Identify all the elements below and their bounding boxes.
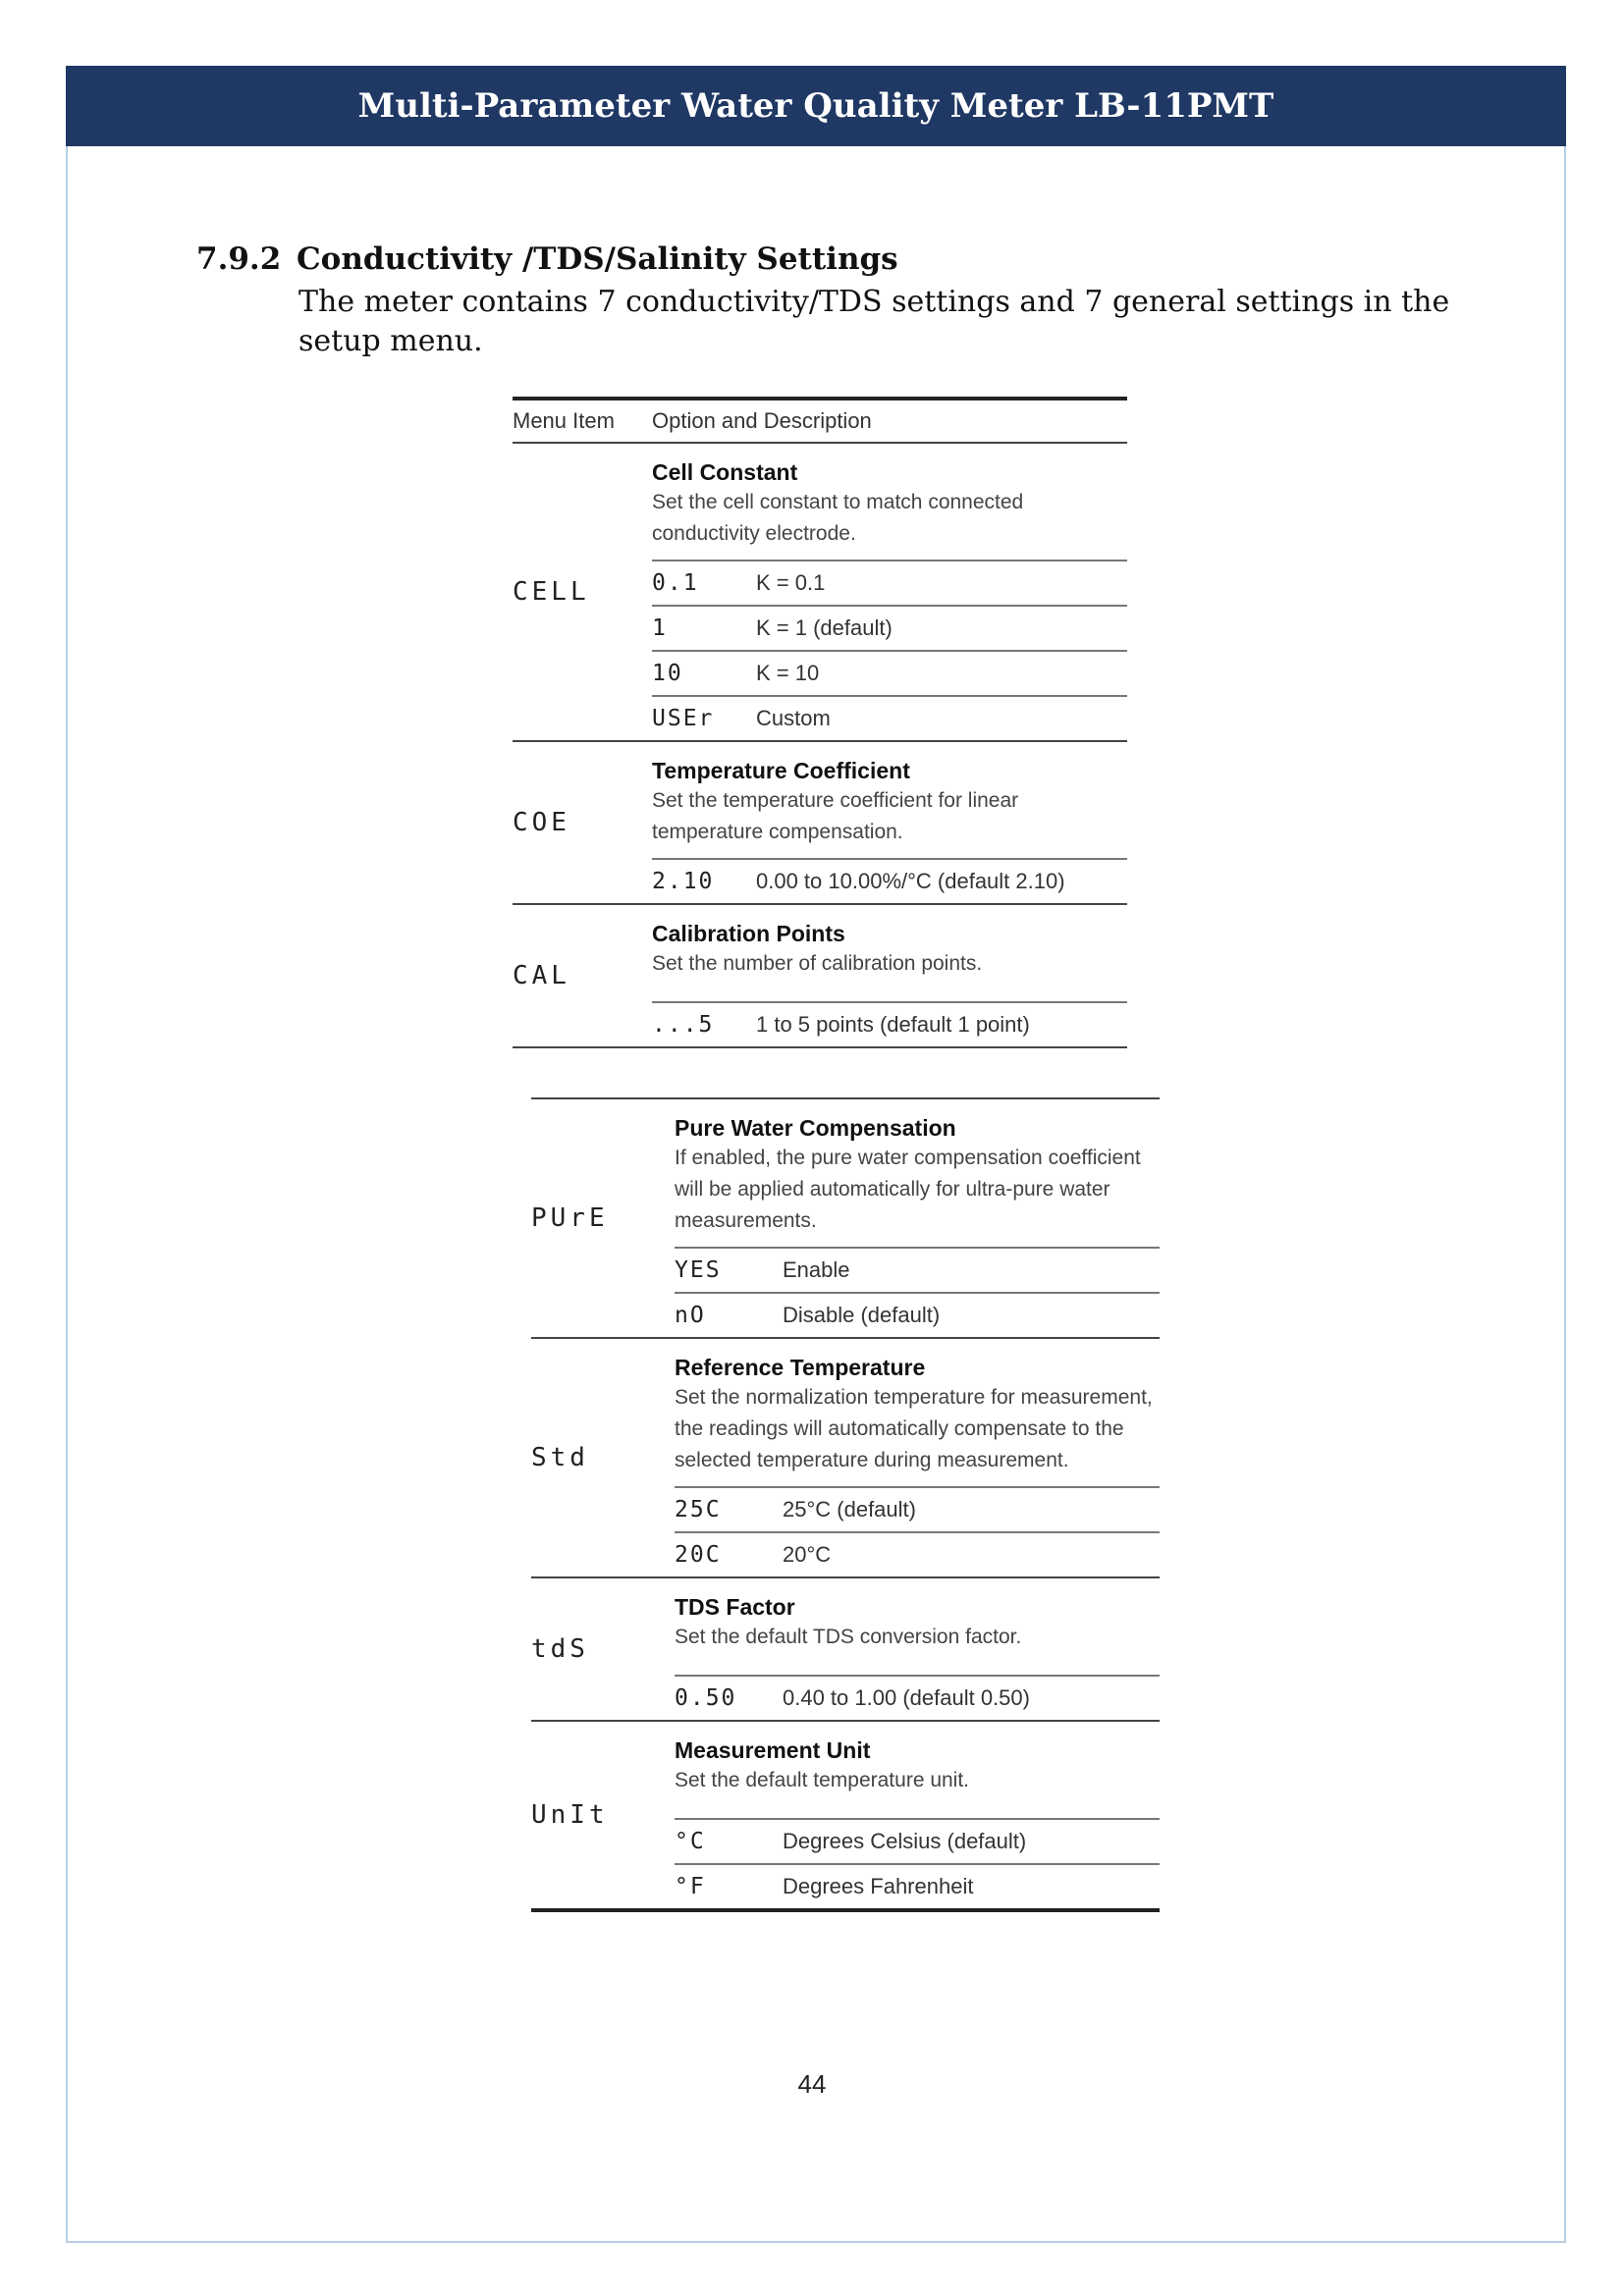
option-desc: K = 1 (default) <box>756 615 893 640</box>
option-row <box>675 1675 1160 1720</box>
option-desc: 0.40 to 1.00 (default 0.50) <box>783 1685 1030 1710</box>
option-row <box>675 1292 1160 1337</box>
menu-code: CAL <box>513 961 570 990</box>
option-desc: 1 to 5 points (default 1 point) <box>756 1012 1030 1037</box>
option-row <box>675 1486 1160 1531</box>
setting-title: Pure Water Compensation <box>675 1115 956 1141</box>
table-row-reference-temperature <box>531 1339 1160 1578</box>
setting-description: Set the default temperature unit. <box>675 1769 970 1791</box>
table-row-measurement-unit <box>531 1722 1160 1912</box>
option-row <box>652 605 1127 650</box>
setting-title: TDS Factor <box>675 1594 795 1620</box>
option-desc: 20°C <box>783 1542 832 1567</box>
setting-description: Set the default TDS conversion factor. <box>675 1626 1022 1648</box>
option-row <box>652 695 1127 740</box>
option-row <box>652 560 1127 605</box>
option-code: ...5 <box>652 1012 715 1038</box>
setting-title: Measurement Unit <box>675 1737 871 1763</box>
option-desc: K = 10 <box>756 661 820 685</box>
setting-description: Set the normalization temperature for measurement, the readings will automatically compensate to the selected temperature during measurement. <box>675 1386 1153 1471</box>
menu-code: CELL <box>513 577 590 607</box>
setting-title: Reference Temperature <box>675 1355 926 1380</box>
option-desc: Enable <box>783 1257 850 1282</box>
page-number: 44 <box>797 2069 827 2099</box>
setting-title: Cell Constant <box>652 459 798 485</box>
menu-code: COE <box>513 808 570 837</box>
option-code: °F <box>675 1874 706 1899</box>
option-code: nO <box>675 1303 706 1328</box>
table-row-pure-water-compensation <box>531 1099 1160 1339</box>
option-row <box>675 1531 1160 1576</box>
table-header <box>513 397 1127 444</box>
option-code: 25C <box>675 1497 722 1522</box>
setting-title: Temperature Coefficient <box>652 758 910 783</box>
setting-description: Set the number of calibration points. <box>652 952 983 975</box>
option-row <box>675 1863 1160 1908</box>
table-row-tds-factor <box>531 1578 1160 1722</box>
option-desc: Custom <box>756 706 831 730</box>
option-code: 20C <box>675 1542 722 1568</box>
document-header <box>66 66 1566 146</box>
option-code: 10 <box>652 661 683 686</box>
option-code: 1 <box>652 615 668 641</box>
option-code: USEr <box>652 706 715 731</box>
option-desc: 0.00 to 10.00%/°C (default 2.10) <box>756 869 1065 893</box>
document-title: Multi-Parameter Water Quality Meter LB-11PMT <box>357 86 1274 126</box>
option-code: 2.10 <box>652 869 715 894</box>
option-code: YES <box>675 1257 722 1283</box>
option-row <box>652 1001 1127 1046</box>
setting-description: Set the cell constant to match connected conductivity electrode. <box>652 491 1024 545</box>
option-code: 0.50 <box>675 1685 737 1711</box>
menu-code: Std <box>531 1443 589 1472</box>
option-code: °C <box>675 1829 706 1854</box>
table-row-cell-constant <box>513 444 1127 742</box>
menu-code: PUrE <box>531 1203 609 1233</box>
menu-code: tdS <box>531 1634 589 1664</box>
option-row <box>652 650 1127 695</box>
option-desc: 25°C (default) <box>783 1497 916 1522</box>
setting-description: If enabled, the pure water compensation coefficient will be applied automatically for ultra-pure water measurements. <box>675 1147 1141 1232</box>
option-row <box>652 858 1127 903</box>
section-title: Conductivity /TDS/Salinity Settings <box>297 241 898 277</box>
settings-table-general <box>531 1097 1160 1912</box>
table-row-calibration-points <box>513 905 1127 1048</box>
table-row-temperature-coefficient <box>513 742 1127 905</box>
section-number: 7.9.2 <box>196 241 282 277</box>
section-heading <box>196 241 898 277</box>
setting-title: Calibration Points <box>652 921 845 946</box>
option-desc: K = 0.1 <box>756 570 826 595</box>
option-desc: Degrees Celsius (default) <box>783 1829 1027 1853</box>
section-intro: The meter contains 7 conductivity/TDS settings and 7 general settings in the setup menu. <box>298 285 1450 358</box>
option-code: 0.1 <box>652 570 699 596</box>
option-row <box>675 1247 1160 1292</box>
settings-table-conductivity <box>513 397 1127 1048</box>
header-menu-item: Menu Item <box>513 408 615 433</box>
setting-description: Set the temperature coefficient for linear temperature compensation. <box>652 789 1019 843</box>
menu-code: UnIt <box>531 1800 609 1830</box>
option-desc: Disable (default) <box>783 1303 941 1327</box>
header-option: Option and Description <box>652 408 872 433</box>
option-row <box>675 1818 1160 1863</box>
option-desc: Degrees Fahrenheit <box>783 1874 974 1898</box>
